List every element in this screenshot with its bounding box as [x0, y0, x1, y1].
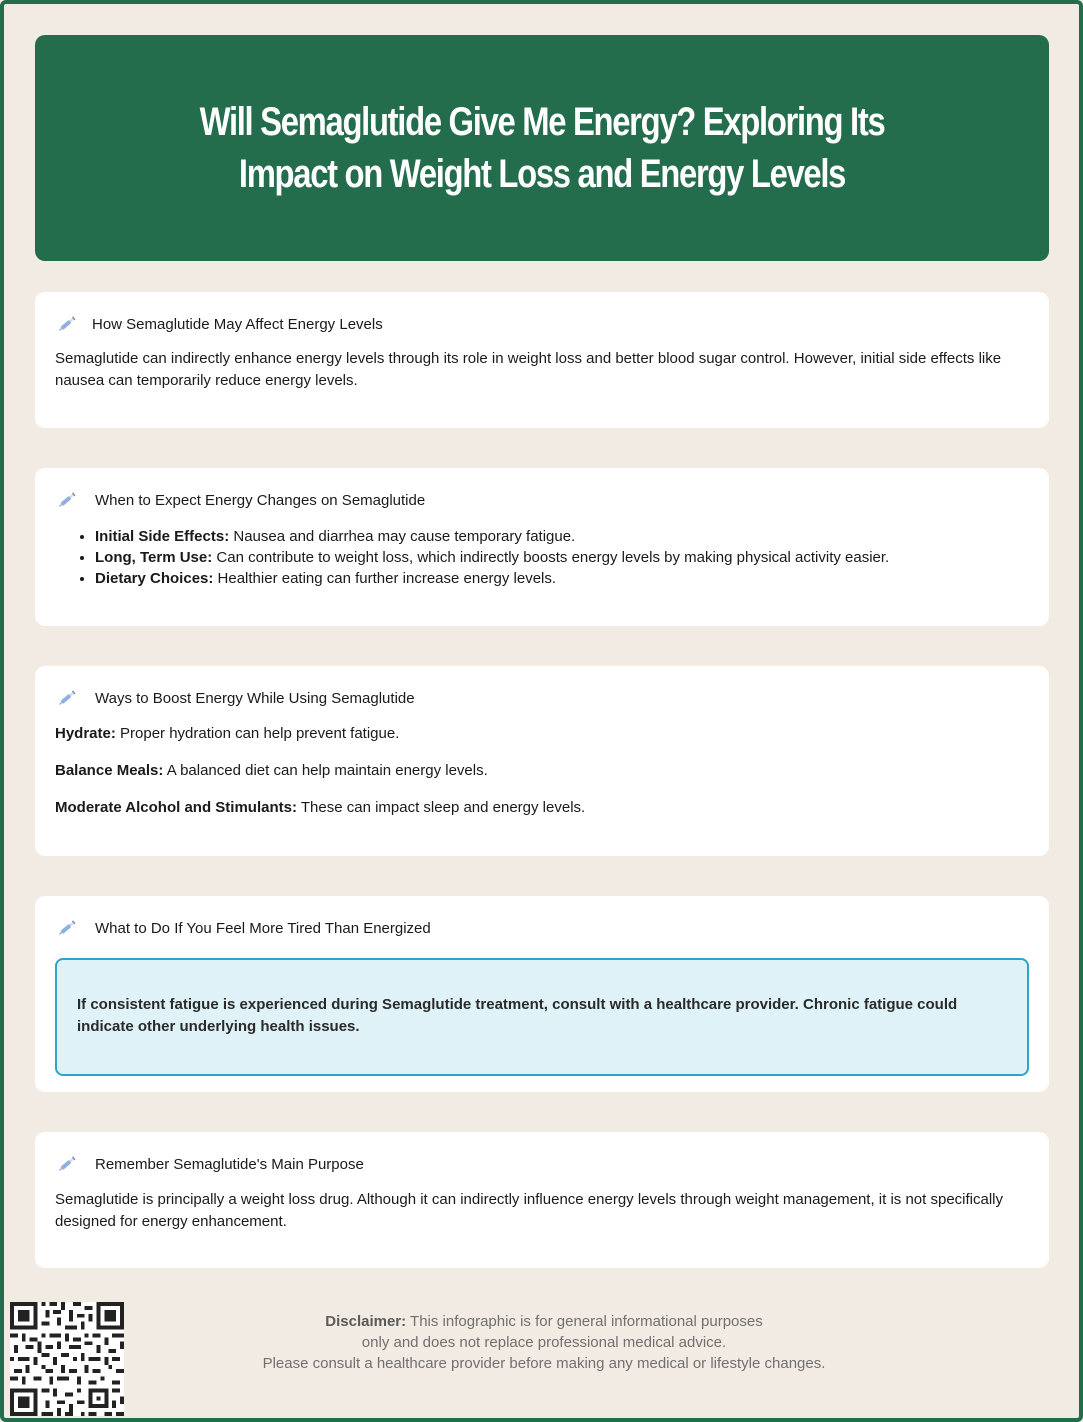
section-card-energy-timeline — [35, 468, 1049, 626]
list-item — [95, 568, 1029, 589]
list-item-text: Can contribute to weight loss, which indirectly boosts energy levels by making physical activity easier. — [212, 549, 890, 566]
section-title: Remember Semaglutide's Main Purpose — [95, 1155, 364, 1173]
section-title: How Semaglutide May Affect Energy Levels — [92, 315, 383, 333]
syringe-icon — [56, 1155, 78, 1173]
list-item-text: Healthier eating can further increase energy levels. — [213, 570, 557, 587]
tip-term: Balance Meals: — [55, 762, 164, 779]
section-header — [55, 916, 1029, 940]
section-header — [55, 686, 1029, 710]
tip-paragraph — [55, 797, 1029, 819]
section-card-energy-effects — [35, 292, 1049, 428]
section-card-fatigue — [35, 896, 1049, 1092]
section-card-main-purpose — [35, 1132, 1049, 1268]
section-header — [55, 1152, 1029, 1176]
section-header — [55, 312, 1029, 336]
section-title: Ways to Boost Energy While Using Semaglutide — [95, 689, 415, 707]
list-item — [95, 547, 1029, 568]
disclaimer-line — [144, 1311, 944, 1332]
qr-code-icon[interactable] — [10, 1302, 124, 1416]
disclaimer — [144, 1311, 944, 1374]
fatigue-callout: If consistent fatigue is experienced during Semaglutide treatment, consult with a healthcare provider. Chronic fatigue could indicate other underlying health issues. — [55, 958, 1029, 1076]
tip-text: Proper hydration can help prevent fatigue. — [115, 725, 400, 742]
tip-text: These can impact sleep and energy levels. — [296, 799, 586, 816]
tip-term: Moderate Alcohol and Stimulants: — [55, 799, 297, 816]
tip-paragraph — [55, 760, 1029, 782]
syringe-icon — [56, 689, 78, 707]
tip-term: Hydrate: — [55, 725, 116, 742]
syringe-icon — [56, 919, 78, 937]
syringe-icon — [56, 491, 78, 509]
disclaimer-label: Disclaimer: — [325, 1313, 407, 1330]
section-title: What to Do If You Feel More Tired Than Energized — [95, 919, 431, 937]
tip-paragraph — [55, 723, 1029, 745]
section-title: When to Expect Energy Changes on Semaglutide — [95, 491, 426, 509]
disclaimer-line: only and does not replace professional medical advice. — [361, 1334, 727, 1351]
section-body: Semaglutide can indirectly enhance energy levels through its role in weight loss and better blood sugar control. However, initial side effects like nausea can temporarily reduce energy levels. — [55, 350, 1002, 389]
list-item — [95, 526, 1029, 547]
tip-text: A balanced diet can help maintain energy levels. — [163, 762, 488, 779]
section-body: Semaglutide is principally a weight loss drug. Although it can indirectly influence energy levels through weight management, it is not specifically designed for energy enhancement. — [55, 1191, 1004, 1230]
disclaimer-text: This infographic is for general informational purposes — [406, 1313, 763, 1330]
list-item-term: Dietary Choices: — [95, 570, 214, 587]
page-title: Will Semaglutide Give Me Energy? Exploring Its Impact on Weight Loss and Energy Levels — [199, 100, 885, 196]
section-header — [55, 488, 1029, 512]
list-item-text: Nausea and diarrhea may cause temporary fatigue. — [229, 528, 576, 545]
list-item-term: Initial Side Effects: — [95, 528, 230, 545]
syringe-icon — [56, 315, 78, 333]
list-item-term: Long, Term Use: — [95, 549, 213, 566]
energy-changes-list — [55, 526, 1029, 589]
section-card-boost-energy — [35, 666, 1049, 856]
title-banner — [35, 35, 1049, 261]
disclaimer-line: Please consult a healthcare provider before making any medical or lifestyle changes. — [262, 1355, 826, 1372]
